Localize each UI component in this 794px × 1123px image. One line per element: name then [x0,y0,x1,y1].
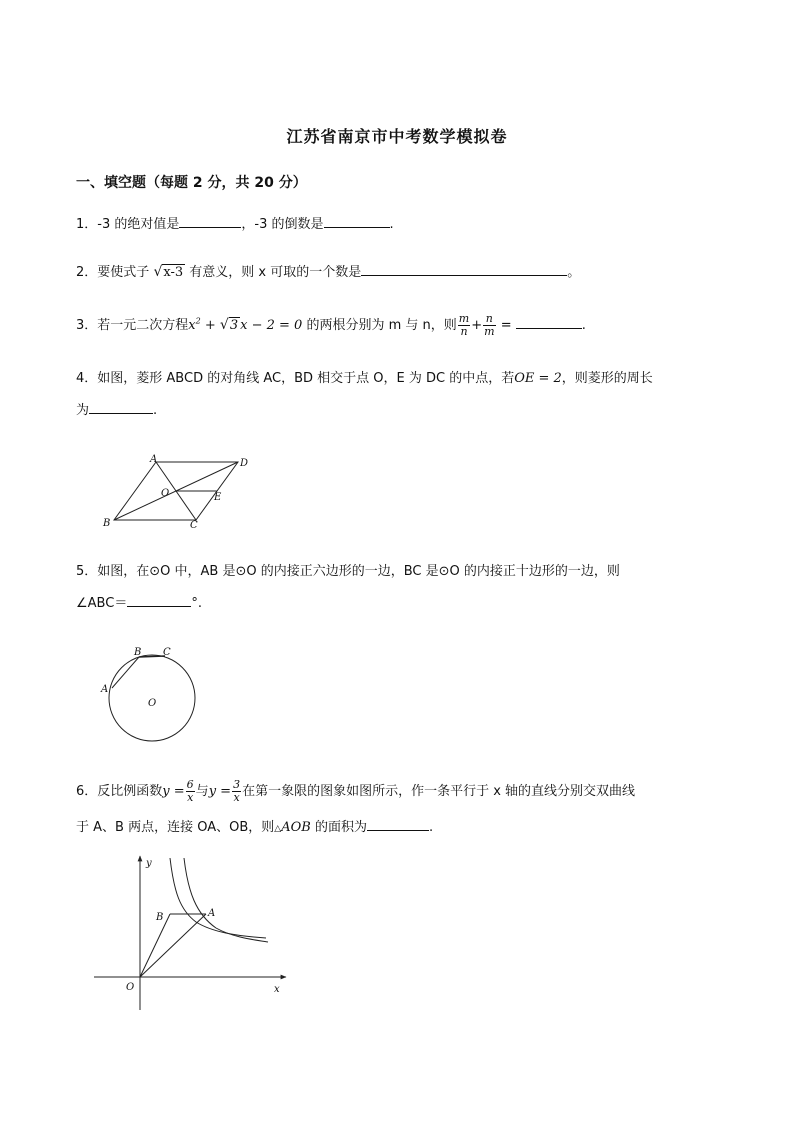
question-5-line-1 [76,560,620,579]
label-a: A [101,684,109,695]
curve-y-3-over-x [170,858,266,938]
q6-number: 6． [76,784,98,799]
label-o: O [161,488,170,499]
q3-text-b: 的两根分别为 m 与 n，则 [306,318,457,333]
hyperbola-figure [88,852,294,1016]
label-d: D [240,458,249,469]
label-c: C [190,520,198,531]
label-o: O [126,982,135,993]
q4-line2-b: . [153,403,158,418]
q1-blank-1[interactable] [179,213,241,228]
q3-fraction-m-n: $\frac{m}{n}$ [458,312,470,338]
q3-equation: $x^2 + √3$ x − 2 = 0 [188,316,303,333]
rhombus-figure [100,452,260,532]
q1-blank-2[interactable] [324,213,390,228]
q2-text-c: 。 [567,265,581,280]
q2-number: 2． [76,265,98,280]
label-a: A [150,454,158,465]
q3-equals: = [500,318,512,333]
q6-f1-lhs: y = [162,784,185,799]
question-6-line-2 [76,816,433,835]
q3-text-a: 若一元二次方程 [97,318,189,333]
segment-oa [140,914,206,977]
q2-text-b: 有意义，则 x 可取的一个数是 [189,265,362,280]
circle-figure [96,644,206,748]
q6-fraction-6-x: $\frac{6}{x}$ [186,778,194,804]
curve-y-6-over-x [184,858,268,942]
label-o: O [148,698,157,709]
q3-text-c: . [581,318,586,333]
q2-blank[interactable] [361,261,567,276]
label-b: B [103,518,111,529]
q1-number: 1． [76,217,98,232]
q6-triangle-symbol: △ [274,824,282,834]
q2-radical: √x-3 [153,264,184,280]
chord-ab [112,657,139,688]
q5-number: 5． [76,564,98,579]
question-2 [76,261,580,280]
label-c: C [163,647,171,658]
label-y: y [146,858,152,869]
q5-line2-b: °. [191,596,202,611]
q6-text-mid: 与 [195,784,209,799]
q6-line2-a: 于 A、B 两点，连接 OA、OB，则 [76,820,275,835]
q5-line2-a: ∠ABC＝ [76,596,128,611]
q5-line1: 如图，在⊙O 中，AB 是⊙O 的内接正六边形的一边，BC 是⊙O 的内接正十边形的一边，则 [97,564,620,579]
label-b: B [156,912,164,923]
question-4-line-1 [76,367,653,386]
q4-text-b: ，则菱形的周长 [561,371,653,386]
label-b: B [134,647,142,658]
chord-bc [139,656,165,657]
label-x: x [274,984,280,995]
q6-fraction-3-x: $\frac{3}{x}$ [233,778,241,804]
q6-line2-c: . [428,820,434,835]
q4-line2-a: 为 [76,403,90,418]
question-3 [76,313,586,338]
q6-triangle-name: AOB [281,820,311,835]
q6-blank[interactable] [367,816,429,831]
label-a: A [208,908,216,919]
q6-f2-lhs: y = [208,784,232,799]
q4-condition: OE = 2 [514,371,562,386]
q2-text-a: 要使式子 [97,265,150,280]
question-1 [76,213,394,232]
q3-plus: + [471,318,483,333]
question-4-line-2 [76,399,157,418]
question-5-line-2 [76,592,202,611]
q1-text-a: -3 的绝对值是 [97,217,180,232]
q4-text-a: 如图，菱形 ABCD 的对角线 AC，BD 相交于点 O，E 为 DC 的中点，若 [97,371,515,386]
q1-text-b: ，-3 的倒数是 [241,217,324,232]
q6-text-b: 在第一象限的图象如图所示，作一条平行于 x 轴的直线分别交双曲线 [242,784,636,799]
q3-number: 3． [76,318,98,333]
q1-text-c: . [389,217,394,232]
label-e: E [214,492,222,503]
segment-ob [140,914,170,977]
q6-line2-b: 的面积为 [314,820,367,835]
q4-blank[interactable] [89,399,153,414]
section-heading: 一、填空题（每题 2 分，共 20 分） [76,175,307,191]
q4-number: 4． [76,371,98,386]
q3-blank[interactable] [516,314,582,329]
q5-blank[interactable] [127,592,191,607]
q3-fraction-n-m: $\frac{n}{m}$ [484,312,495,338]
question-6-line-1 [76,779,635,804]
page-title: 江苏省南京市中考数学模拟卷 [286,127,508,146]
q6-text-a: 反比例函数 [97,784,163,799]
